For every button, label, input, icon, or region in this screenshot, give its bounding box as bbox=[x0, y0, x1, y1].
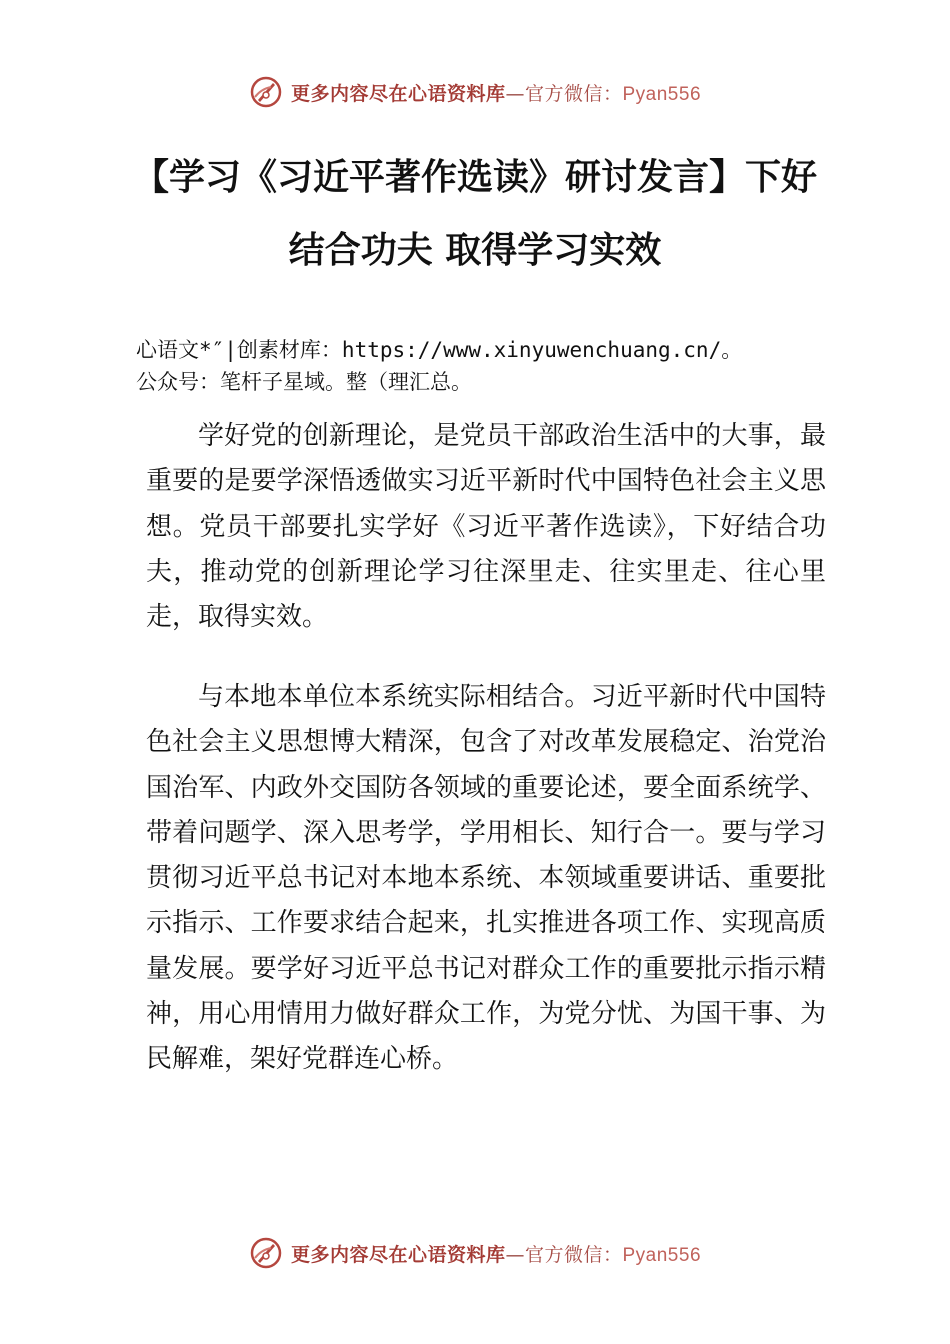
source-note bbox=[136, 334, 856, 398]
source-line-2: 公众号：笔杆子星域。整（理汇总。 bbox=[136, 370, 472, 394]
watermark-site-text: 更多内容尽在心语资料库 bbox=[290, 82, 506, 105]
document-title-line1: 【学习《习近平著作选读》研讨发言】下好 bbox=[132, 157, 817, 198]
watermark-wechat-label: 官方微信： bbox=[524, 1243, 623, 1266]
document-title-line2: 结合功夫 取得学习实效 bbox=[288, 230, 662, 271]
watermark-site-text: 更多内容尽在心语资料库 bbox=[290, 1243, 506, 1266]
quill-seal-logo-icon bbox=[249, 1236, 283, 1270]
watermark-wechat-id: Pyan556 bbox=[622, 1244, 702, 1266]
watermark-text bbox=[291, 79, 701, 106]
watermark-separator: — bbox=[505, 82, 525, 105]
source-line-1: 心语文*″|创素材库：https://www.xinyuwenchuang.cn/。 bbox=[136, 338, 743, 362]
watermark-separator: — bbox=[505, 1243, 525, 1266]
header-watermark bbox=[0, 72, 950, 112]
watermark-wechat-label: 官方微信： bbox=[524, 82, 623, 105]
body-paragraph-2: 与本地本单位本系统实际相结合。习近平新时代中国特色社会主义思想博大精深，包含了对改革发展稳定、治党治国治军、内政外交国防各领域的重要论述，要全面系统学、带着问题学、深入思考学，学用相长、知行合一。要与学习贯彻习近平总书记对本地本系统、本领域重要讲话、重要批示指示、工作要求结合起来，扎实推进各项工作、实现高质量发展。要学好习近平总书记对群众工作的重要批示指示精神，用心用情用力做好群众工作，为党分忧、为国干事、为民解难，架好党群连心桥。 bbox=[146, 682, 826, 1075]
body-paragraph-1: 学好党的创新理论，是党员干部政治生活中的大事，最重要的是要学深悟透做实习近平新时代中国特色社会主义思想。党员干部要扎实学好《习近平著作选读》，下好结合功夫，推动党的创新理论学习往深里走、往实里走、往心里走，取得实效。 bbox=[146, 421, 826, 633]
footer-watermark bbox=[0, 1233, 950, 1273]
watermark-text bbox=[291, 1240, 701, 1267]
watermark-wechat-id: Pyan556 bbox=[622, 83, 702, 105]
quill-seal-logo-icon bbox=[249, 75, 283, 109]
